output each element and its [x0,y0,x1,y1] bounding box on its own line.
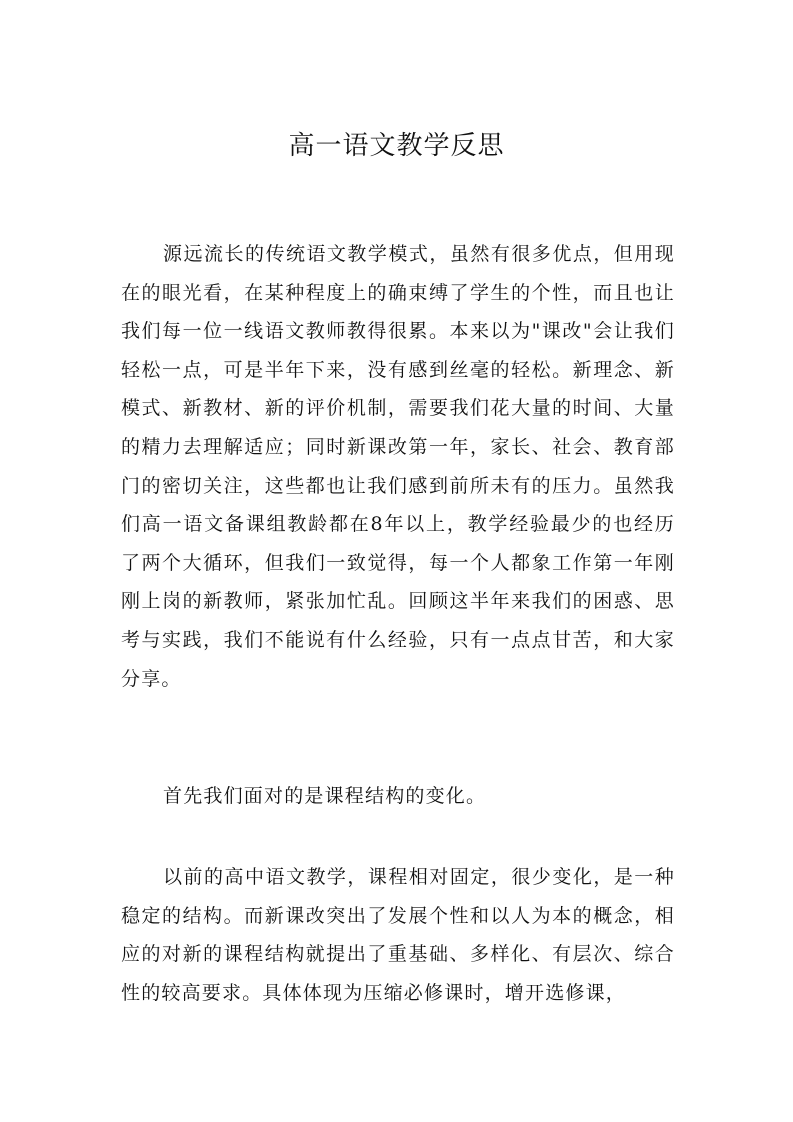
paragraph-2: 首先我们面对的是课程结构的变化。 [163,785,487,807]
paragraph-1: 源远流长的传统语文教学模式，虽然有很多优点，但用现在的眼光看，在某种程度上的确束缚了学生的个性，而且也让我们每一位一线语文教师教得很累。本来以为"课改"会让我们轻松一点，可是半年下来，没有感到丝毫的轻松。新理念、新模式、新教材、新的评价机制，需要我们花大量的时间、大量的精力去理解适应；同时新课改第一年，家长、社会、教育部门的密切关注，这些都也让我们感到前所未有的压力。虽然我们高一语文备课组教龄都在8年以上，教学经验最少的也经历了两个大循环，但我们一致觉得，每一个人都象工作第一年刚刚上岗的新教师，紧张加忙乱。回顾这半年来我们的困惑、思考与实践，我们不能说有什么经验，只有一点点甘苦，和大家分享。 [121,243,675,690]
document-title: 高一语文教学反思 [288,131,505,161]
paragraph-3: 以前的高中语文教学，课程相对固定，很少变化，是一种稳定的结构。而新课改突出了发展个性和以人为本的概念，相应的对新的课程结构就提出了重基础、多样化、有层次、综合性的较高要求。具体体现为压缩必修课时，增开选修课， [121,866,675,1004]
